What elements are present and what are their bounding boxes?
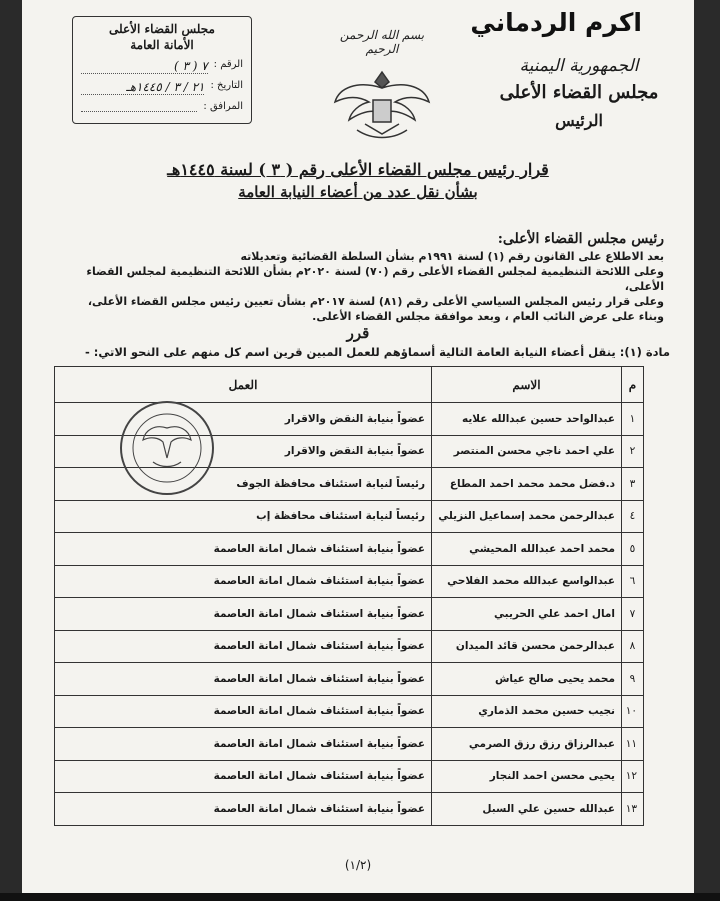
table-row: [55, 500, 644, 533]
table-row: [55, 533, 644, 566]
yemen-eagle-emblem-icon: [327, 60, 437, 150]
table-row: [55, 598, 644, 631]
cell-work: عضواً بنيابة النقض والاقرار: [55, 403, 432, 436]
cell-name: محمد يحيى صالح عياش: [432, 663, 622, 696]
table-row: [55, 695, 644, 728]
official-seal-icon: [117, 398, 217, 498]
cell-work: عضواً بنيابة استئناف شمال امانة العاصمة: [55, 663, 432, 696]
cell-name: نجيب حسين محمد الذماري: [432, 695, 622, 728]
cell-num: ١٢: [622, 760, 644, 793]
cell-work: عضواً بنيابة استئناف شمال امانة العاصمة: [55, 695, 432, 728]
table-row: [55, 565, 644, 598]
header-emblem: [322, 28, 442, 154]
preamble-line: وبناء على عرض النائب العام ، وبعد موافقة مجلس القضاء الأعلى.: [312, 310, 664, 323]
decision-title-line1: قرار رئيس مجلس القضاء الأعلى رقم ( ٣ ) لسنة ١٤٤٥هـ: [167, 160, 549, 179]
cell-name: عبدالله حسين علي السبل: [432, 793, 622, 826]
basmala: بسم الله الرحمن الرحيم: [339, 28, 425, 56]
cell-work: عضواً بنيابة استئناف شمال امانة العاصمة: [55, 728, 432, 761]
table-row: [55, 663, 644, 696]
cell-num: ٨: [622, 630, 644, 663]
stamp-date-label: التاريخ :: [210, 80, 243, 91]
cell-work: رئيساً لنيابة استئناف محافظة إب: [55, 500, 432, 533]
table-row: [55, 630, 644, 663]
cell-num: ١٠: [622, 695, 644, 728]
stamp-date-value: ٢١ / ٣ / ١٤٤٥هـ: [81, 80, 204, 95]
table-row: [55, 793, 644, 826]
header-name: الاسم: [432, 367, 622, 403]
president-label: الرئيس: [555, 111, 603, 130]
stamp-ref-value: ٧ ( ٣ ): [81, 59, 208, 74]
republic-label: الجمهورية اليمنية: [519, 56, 639, 76]
cell-work: عضواً بنيابة استئناف شمال امانة العاصمة: [55, 630, 432, 663]
article-1: مادة (١): ينقل أعضاء النيابة العامة التالية أسماؤهم للعمل المبين قرين اسم كل منهم على النحو الاتي: -: [85, 345, 670, 359]
cell-num: ١٣: [622, 793, 644, 826]
decision-title-line2: بشأن نقل عدد من أعضاء النيابة العامة: [238, 183, 478, 201]
stamp-attach-row: [81, 101, 243, 112]
cell-name: يحيى محسن احمد النجار: [432, 760, 622, 793]
cell-num: ٧: [622, 598, 644, 631]
cell-num: ٩: [622, 663, 644, 696]
cell-num: ٥: [622, 533, 644, 566]
preamble-line: وعلى اللائحة التنظيمية لمجلس القضاء الأعلى رقم (٧٠) لسنة ٢٠٢٠م بشأن اللائحة التنظيمية لمجلس القضاء الأعلى،: [86, 265, 664, 293]
header-right: [494, 56, 664, 130]
header-work: العمل: [55, 367, 432, 403]
cell-name: علي احمد ناجي محسن المنتصر: [432, 435, 622, 468]
cell-name: عبدالواسع عبدالله محمد الفلاحي: [432, 565, 622, 598]
cell-num: ١١: [622, 728, 644, 761]
table-row: [55, 760, 644, 793]
cell-name: د.فضل محمد محمد احمد المطاع: [432, 468, 622, 501]
cell-num: ٦: [622, 565, 644, 598]
header-num: م: [622, 367, 644, 403]
decision-title: [22, 160, 694, 201]
preamble: [52, 232, 664, 341]
incoming-stamp: [72, 16, 252, 124]
council-label: مجلس القضاء الأعلى: [499, 82, 659, 103]
preamble-line: بعد الاطلاع على القانون رقم (١) لسنة ١٩٩١م بشأن السلطة القضائية وتعديلاته: [240, 250, 664, 263]
decide-heading: قرر: [346, 324, 370, 342]
page-number: (١/٢): [344, 858, 372, 872]
cell-name: امال احمد علي الحريبي: [432, 598, 622, 631]
cell-num: ٤: [622, 500, 644, 533]
cell-work: عضواً بنيابة استئناف شمال امانة العاصمة: [55, 793, 432, 826]
cell-work: رئيساً لنيابة استئناف محافظة الجوف: [55, 468, 432, 501]
stamp-attach-label: المرافق :: [203, 101, 243, 112]
table-row: [55, 728, 644, 761]
cell-num: ٢: [622, 435, 644, 468]
cell-name: عبدالواحد حسين عبدالله علايه: [432, 403, 622, 436]
cell-work: عضواً بنيابة استئناف شمال امانة العاصمة: [55, 533, 432, 566]
cell-name: عبدالرحمن محمد إسماعيل النزيلي: [432, 500, 622, 533]
cell-work: عضواً بنيابة استئناف شمال امانة العاصمة: [55, 565, 432, 598]
cell-name: محمد احمد عبدالله المحيشي: [432, 533, 622, 566]
stamp-org-line2: الأمانة العامة: [130, 38, 194, 52]
preamble-line: وعلى قرار رئيس المجلس السياسي الأعلى رقم (٨١) لسنة ٢٠١٧م بشأن تعيين رئيس مجلس القضاء الأعلى،: [87, 295, 664, 308]
preamble-address: رئيس مجلس القضاء الأعلى:: [497, 231, 664, 247]
stamp-ref-label: الرقم :: [213, 59, 243, 70]
cell-name: عبدالرزاق رزق رزق الصرمي: [432, 728, 622, 761]
stamp-org-line1: مجلس القضاء الأعلى: [109, 22, 215, 36]
stamp-ref-row: [81, 59, 243, 74]
stamp-date-row: [81, 80, 243, 95]
document-page: [22, 0, 694, 893]
screen-bottom-bar: [0, 893, 720, 901]
cell-num: ٣: [622, 468, 644, 501]
cell-name: عبدالرحمن محسن قائد الميدان: [432, 630, 622, 663]
cell-work: عضواً بنيابة النقض والاقرار: [55, 435, 432, 468]
cell-work: عضواً بنيابة استئناف شمال امانة العاصمة: [55, 760, 432, 793]
stamp-attach-value: [81, 101, 197, 112]
cell-num: ١: [622, 403, 644, 436]
cell-work: عضواً بنيابة استئناف شمال امانة العاصمة: [55, 598, 432, 631]
watermark-name: اكرم الردماني: [470, 8, 642, 37]
